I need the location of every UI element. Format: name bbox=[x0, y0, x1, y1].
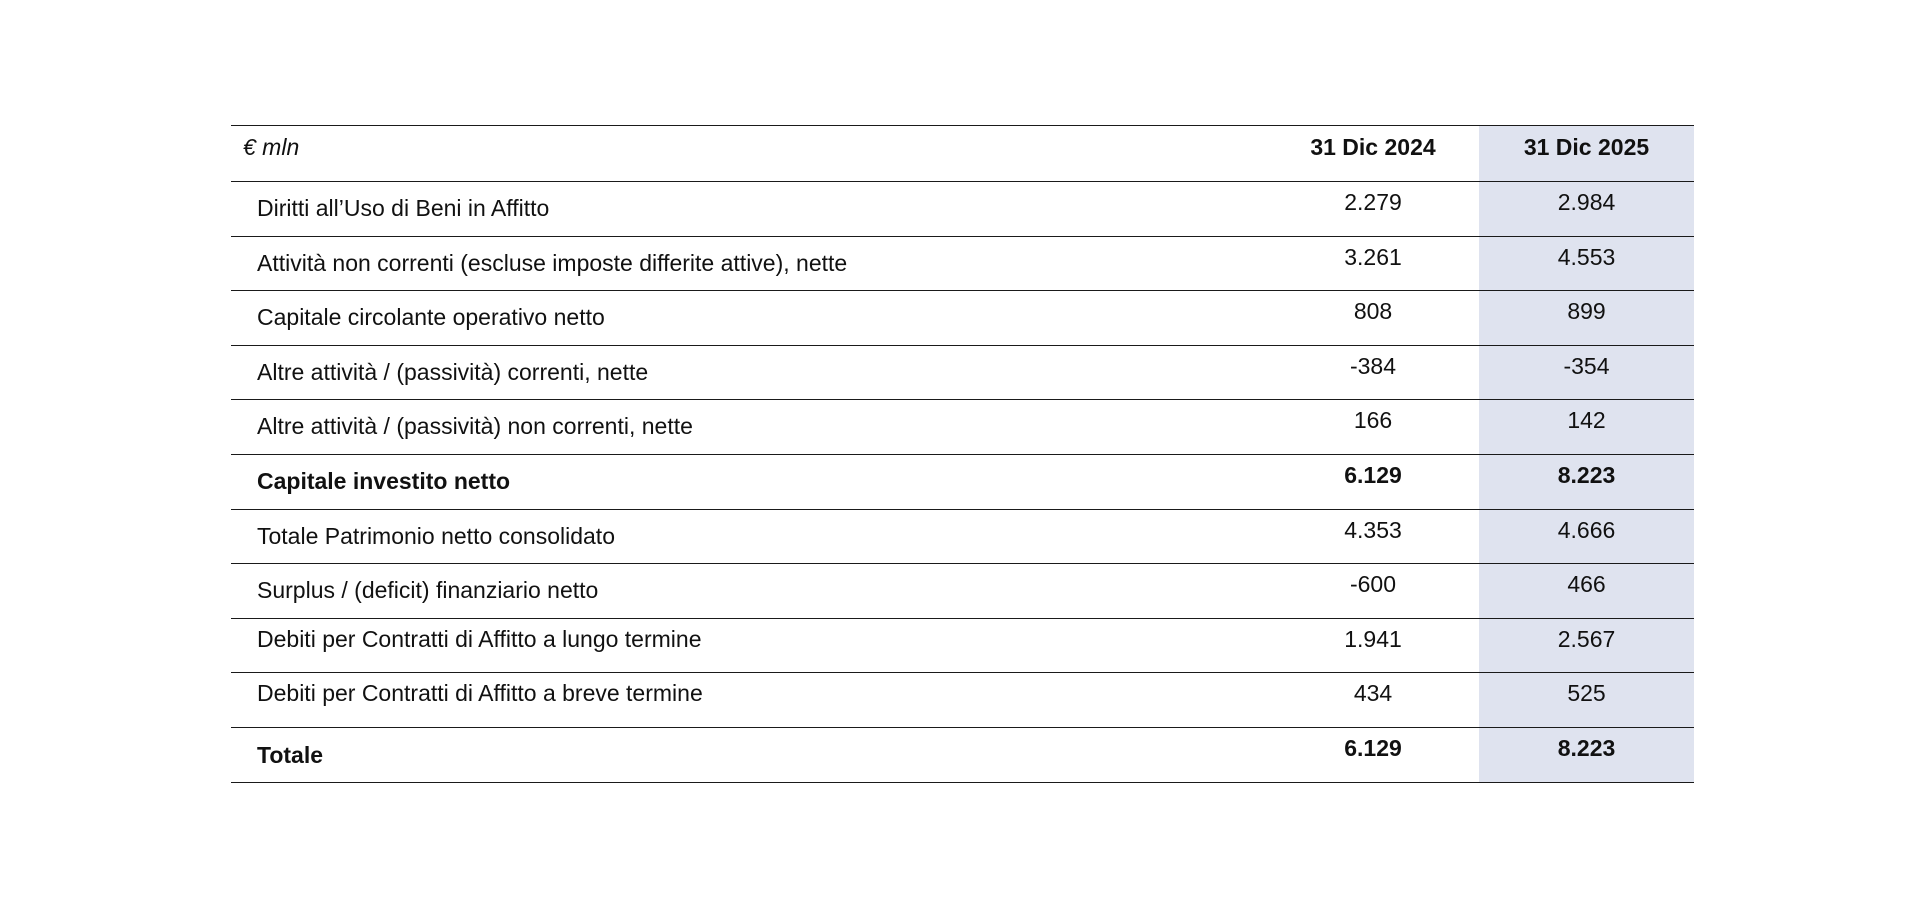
value-2025: 4.666 bbox=[1479, 509, 1694, 564]
value-2024: -600 bbox=[1349, 571, 1397, 598]
table-row bbox=[231, 673, 1694, 728]
value-2025: 525 bbox=[1479, 673, 1694, 728]
column-header-2025: 31 Dic 2025 bbox=[1479, 126, 1694, 182]
table-row bbox=[231, 291, 1694, 346]
row-label: Diritti all’Uso di Beni in Affitto bbox=[257, 195, 550, 221]
value-2024: 434 bbox=[1353, 680, 1393, 707]
subtotal-row bbox=[231, 454, 1694, 509]
row-label: Attività non correnti (escluse imposte differite attive), nette bbox=[257, 249, 848, 276]
value-2025: 4.553 bbox=[1479, 236, 1694, 291]
value-2025: 899 bbox=[1479, 291, 1694, 346]
table-row bbox=[231, 345, 1694, 400]
row-label: Capitale investito netto bbox=[257, 467, 511, 494]
value-2024: -384 bbox=[1349, 352, 1397, 379]
row-label: Surplus / (deficit) finanziario netto bbox=[257, 577, 599, 604]
value-2025: 2.984 bbox=[1479, 182, 1694, 237]
value-2025: 8.223 bbox=[1479, 454, 1694, 509]
value-2024: 1.941 bbox=[1344, 625, 1402, 652]
value-2025: 8.223 bbox=[1479, 727, 1694, 782]
value-2024: 6.129 bbox=[1344, 734, 1402, 761]
table-row bbox=[231, 618, 1694, 673]
value-2025: 466 bbox=[1479, 564, 1694, 619]
value-2024: 2.279 bbox=[1344, 189, 1402, 215]
value-2025: 142 bbox=[1479, 400, 1694, 455]
row-label: Debiti per Contratti di Affitto a lungo termine bbox=[257, 625, 702, 652]
value-2024: 166 bbox=[1353, 407, 1393, 434]
table-row bbox=[231, 509, 1694, 564]
row-label: Altre attività / (passività) non correnti, nette bbox=[257, 413, 693, 440]
value-2025: 2.567 bbox=[1479, 618, 1694, 673]
row-label: Totale Patrimonio netto consolidato bbox=[257, 522, 615, 549]
table-row bbox=[231, 400, 1694, 455]
value-2025: -354 bbox=[1479, 345, 1694, 400]
row-label: Altre attività / (passività) correnti, nette bbox=[257, 358, 649, 385]
row-label: Totale bbox=[257, 741, 324, 768]
table-row bbox=[231, 564, 1694, 619]
row-label: Capitale circolante operativo netto bbox=[257, 304, 605, 331]
table-row bbox=[231, 182, 1694, 237]
value-2024: 4.353 bbox=[1344, 516, 1402, 543]
total-row bbox=[231, 727, 1694, 782]
table-row bbox=[231, 236, 1694, 291]
value-2024: 3.261 bbox=[1344, 243, 1402, 270]
row-label: Debiti per Contratti di Affitto a breve termine bbox=[257, 680, 703, 707]
balance-sheet-table bbox=[231, 125, 1694, 783]
unit-label: € mln bbox=[243, 134, 300, 160]
table-header-row bbox=[231, 126, 1694, 182]
value-2024: 808 bbox=[1353, 298, 1393, 325]
value-2024: 6.129 bbox=[1344, 461, 1402, 488]
column-header-2024: 31 Dic 2024 bbox=[1310, 134, 1436, 160]
